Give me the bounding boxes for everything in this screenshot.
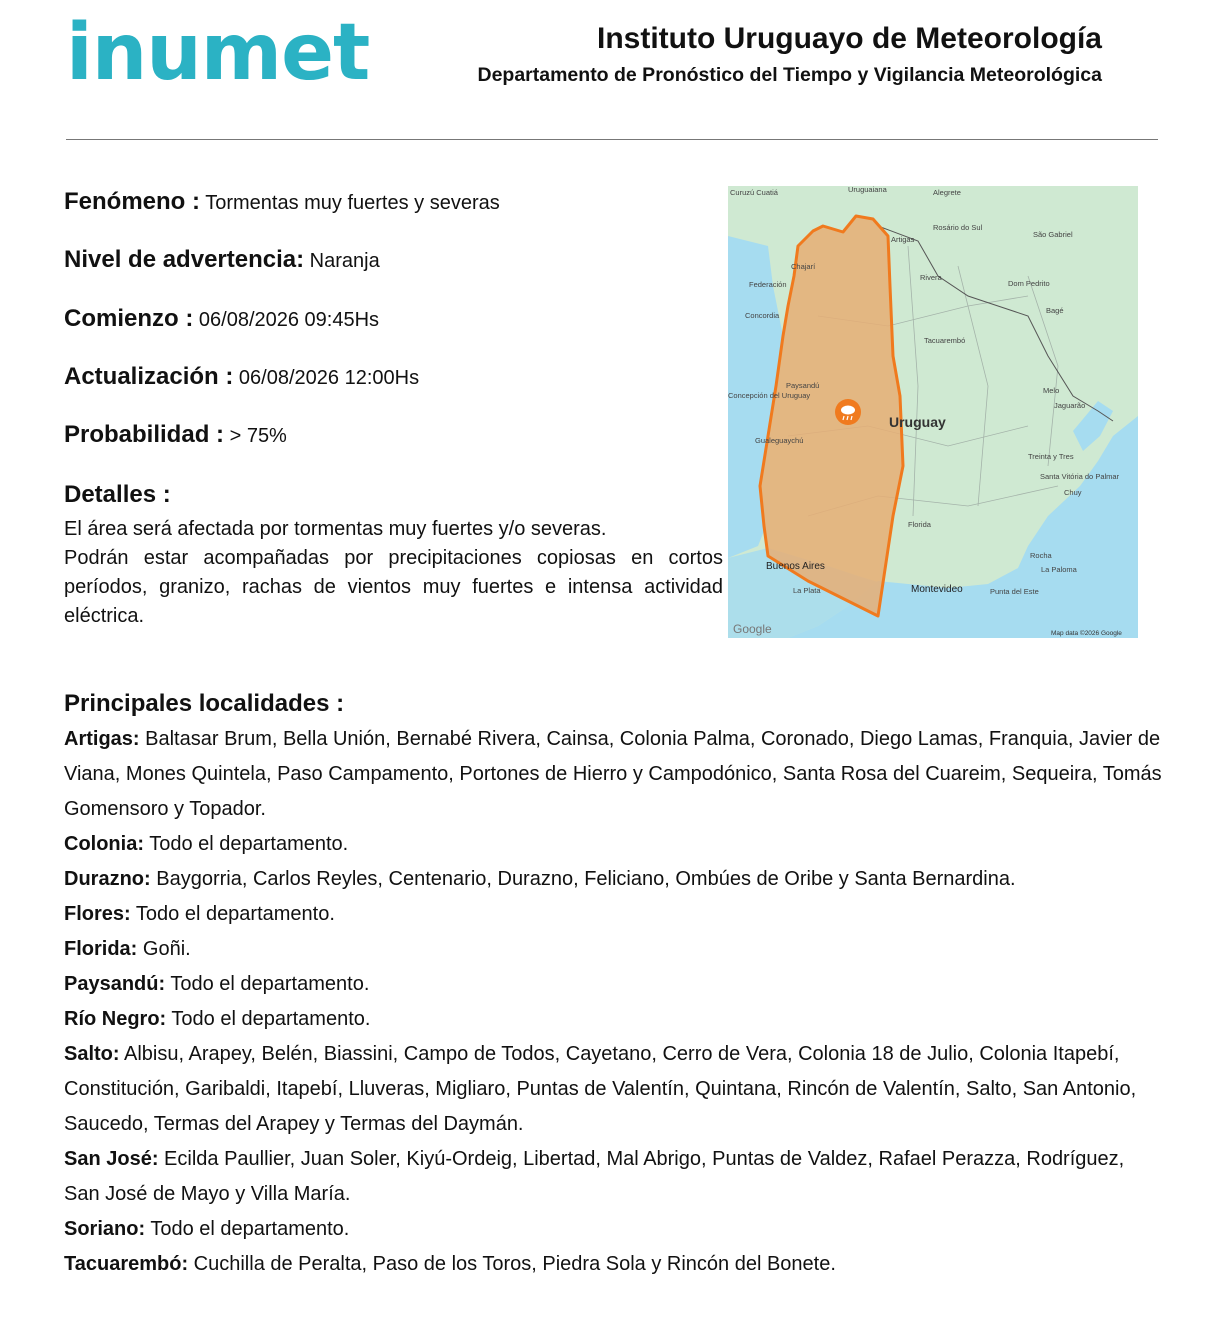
label-santa-vitoria: Santa Vitória do Palmar (1040, 472, 1120, 481)
detalles-line-2: Podrán estar acompañadas por precipitaciones copiosas en cortos períodos, granizo, rachas de vientos muy fuertes e intensa actividad eléctrica. (64, 547, 723, 627)
label-paysandu: Paysandú (786, 381, 820, 390)
label-sao-gabriel: São Gabriel (1033, 230, 1073, 239)
list-item: Soriano: Todo el departamento. (64, 1218, 350, 1240)
probabilidad-label: Probabilidad : (64, 421, 225, 448)
label-la-paloma: La Paloma (1041, 565, 1077, 574)
label-tacuarembo: Tacuarembó (924, 336, 966, 345)
label-chajari: Chajarí (791, 262, 816, 271)
warning-map[interactable] (728, 186, 1138, 638)
label-rocha: Rocha (1030, 551, 1052, 560)
list-item: Florida: Goñi. (64, 938, 191, 960)
list-item: Río Negro: Todo el departamento. (64, 1008, 371, 1030)
list-item: Durazno: Baygorria, Carlos Reyles, Centenario, Durazno, Feliciano, Ombúes de Oribe y Santa Bernardina. (64, 868, 1016, 890)
label-la-plata: La Plata (793, 586, 821, 595)
actualizacion-label: Actualización : (64, 363, 234, 390)
nivel-value: Naranja (309, 250, 380, 272)
label-uruguay: Uruguay (889, 414, 946, 430)
nivel-label: Nivel de advertencia: (64, 246, 305, 273)
list-item: San José: Ecilda Paullier, Juan Soler, Kiyú-Ordeig, Libertad, Mal Abrigo, Puntas de Valdez, Rafael Perazza, Rodríguez, San José de Mayo y Villa María. (64, 1148, 1125, 1205)
label-rivera: Rivera (920, 273, 942, 282)
label-chuy: Chuy (1064, 488, 1082, 497)
label-bage: Bagé (1046, 306, 1064, 315)
label-melo: Melo (1043, 386, 1060, 395)
label-treinta-tres: Treinta y Tres (1028, 452, 1074, 461)
field-nivel (64, 246, 380, 274)
list-item: Salto: Albisu, Arapey, Belén, Biassini, Campo de Todos, Cayetano, Cerro de Vera, Colonia 18 de Julio, Colonia Itapebí, Constitución, Garibaldi, Itapebí, Lluveras, Migliaro, Puntas de Valentín, Quintana, Rincón de Valentín, Salto, San Antonio, Saucedo, Termas del Arapey y Termas del Daymán. (64, 1043, 1137, 1135)
list-item: Flores: Todo el departamento. (64, 903, 335, 925)
label-federacion: Federación (749, 280, 787, 289)
actualizacion-value: 06/08/2026 12:00Hs (238, 367, 420, 389)
storm-icon (835, 399, 861, 425)
google-logo: Google (733, 622, 772, 636)
list-item: Artigas: Baltasar Brum, Bella Unión, Bernabé Rivera, Cainsa, Colonia Palma, Coronado, Diego Lamas, Franquia, Javier de Viana, Mones Quintela, Paso Campamento, Portones de Hierro y Campodónico, Santa Rosa del Cuareim, Sequeira, Tomás Gomensoro y Topador. (64, 728, 1162, 820)
probabilidad-value: > 75% (229, 425, 287, 447)
label-buenos-aires: Buenos Aires (766, 561, 825, 572)
label-jaguarao: Jaguarão (1054, 401, 1086, 410)
label-dom-pedrito: Dom Pedrito (1008, 279, 1050, 288)
label-artigas: Artigas (891, 235, 915, 244)
map-attribution: Map data ©2026 Google (1051, 630, 1122, 637)
list-item: Colonia: Todo el departamento. (64, 833, 349, 855)
list-item: Paysandú: Todo el departamento. (64, 973, 370, 995)
header-divider (66, 139, 1158, 140)
localidades-list (64, 722, 1164, 1282)
field-comienzo (64, 305, 379, 333)
fenomeno-value: Tormentas muy fuertes y severas (205, 192, 500, 214)
department-subtitle: Departamento de Pronóstico del Tiempo y Vigilancia Meteorológica (477, 64, 1102, 86)
label-montevideo: Montevideo (911, 584, 963, 595)
label-concordia: Concordia (745, 311, 780, 320)
label-alegrete: Alegrete (933, 188, 961, 197)
principales-heading: Principales localidades : (64, 690, 345, 717)
institute-title: Instituto Uruguayo de Meteorología (596, 22, 1102, 55)
label-gualeguaychu: Gualeguaychú (755, 436, 804, 445)
label-florida: Florida (908, 520, 931, 529)
detalles-line-1: El área será afectada por tormentas muy fuertes y/o severas. (64, 518, 607, 540)
comienzo-label: Comienzo : (64, 305, 194, 332)
inumet-logo: inumet (66, 8, 370, 98)
label-uruguaiana: Uruguaiana (848, 186, 887, 194)
label-concepcion: Concepción del Uruguay (728, 391, 811, 400)
comienzo-value: 06/08/2026 09:45Hs (198, 309, 380, 331)
field-probabilidad (64, 421, 287, 449)
detalles-heading: Detalles : (64, 481, 171, 508)
label-curuzu: Curuzú Cuatiá (730, 188, 778, 197)
label-rosario-sul: Rosário do Sul (933, 223, 983, 232)
field-actualizacion (64, 363, 419, 391)
list-item: Tacuarembó: Cuchilla de Peralta, Paso de los Toros, Piedra Sola y Rincón del Bonete. (64, 1253, 836, 1275)
field-fenomeno (64, 188, 500, 216)
detalles-body (64, 515, 723, 631)
label-punta-este: Punta del Este (990, 587, 1039, 596)
fenomeno-label: Fenómeno : (64, 188, 200, 215)
